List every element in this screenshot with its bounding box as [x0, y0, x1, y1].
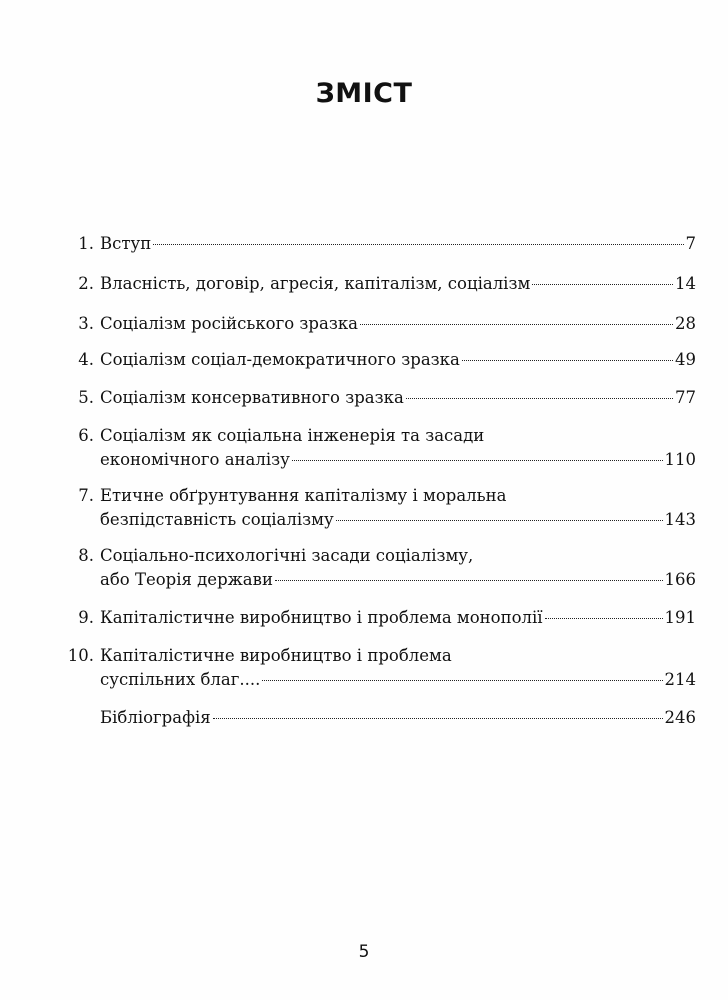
toc-entry-number: 3.: [78, 314, 94, 333]
dot-leader: [532, 284, 673, 285]
toc-line: [62, 568, 696, 592]
toc-entry-number: 4.: [78, 350, 94, 369]
dot-leader: [336, 520, 663, 521]
dot-leader: [275, 580, 663, 581]
toc-entry: [62, 424, 696, 472]
toc-entry: [62, 232, 696, 256]
toc-entry-page: 28: [675, 314, 696, 333]
toc-entry-number: 9.: [78, 608, 94, 627]
toc-line: [62, 484, 696, 508]
toc-line: [62, 544, 696, 568]
toc-line: [62, 348, 696, 372]
toc-entry-page: 14: [675, 274, 696, 293]
toc-entry: [62, 386, 696, 410]
dot-leader: [360, 324, 673, 325]
dot-leader: [153, 244, 683, 245]
toc-line: [62, 272, 696, 296]
toc-entry-page: 143: [664, 510, 696, 529]
toc-entry-title: Вступ: [100, 234, 152, 253]
toc-line: [62, 424, 696, 448]
toc-entry-title: Етичне обґрунтування капіталізму і моральна: [100, 486, 507, 505]
toc-line: [62, 668, 696, 692]
toc-entry-title: Капіталістичне виробництво і проблема: [100, 646, 452, 665]
toc-line: [62, 232, 696, 256]
toc-entry-title: Соціалізм консервативного зразка: [100, 388, 404, 407]
toc-entry: [62, 484, 696, 532]
toc-line: [62, 386, 696, 410]
dot-leader: [406, 398, 673, 399]
toc-entry: [62, 272, 696, 296]
table-of-contents: [62, 232, 696, 730]
dot-leader: [213, 718, 663, 719]
dot-leader: [262, 680, 662, 681]
page-title: ЗМІСТ: [315, 78, 413, 109]
toc-entry-number: 8.: [78, 546, 94, 565]
toc-line: [62, 508, 696, 532]
dot-leader: [545, 618, 663, 619]
toc-line: [62, 606, 696, 630]
toc-entry: [62, 348, 696, 372]
toc-line: [62, 312, 696, 336]
toc-entry-page: 7: [685, 234, 696, 253]
page-number: 5: [358, 942, 370, 962]
toc-line: [62, 644, 696, 668]
toc-entry-title: Бібліографія: [100, 708, 211, 727]
toc-entry-title: Соціалізм соціал-демократичного зразка: [100, 350, 460, 369]
toc-entry-bibliography: [62, 706, 696, 730]
toc-line: [62, 448, 696, 472]
toc-entry: [62, 544, 696, 592]
toc-entry-page: 246: [664, 708, 696, 727]
toc-entry-title: Соціально-психологічні засади соціалізму,: [100, 546, 474, 565]
toc-entry-page: 77: [675, 388, 696, 407]
toc-entry-title-continued: безпідставність соціалізму: [100, 510, 334, 529]
toc-entry-number: 10.: [67, 646, 94, 665]
toc-entry-number: 5.: [78, 388, 94, 407]
toc-entry-number: 1.: [78, 234, 94, 253]
toc-entry-page: 110: [664, 450, 696, 469]
toc-entry: [62, 606, 696, 630]
dot-leader: [462, 360, 673, 361]
toc-entry-number: 7.: [78, 486, 94, 505]
toc-line: [62, 706, 696, 730]
toc-entry-page: 214: [664, 670, 696, 689]
toc-entry-title: Соціалізм російського зразка: [100, 314, 358, 333]
toc-entry-title-continued: або Теорія держави: [100, 570, 273, 589]
toc-entry: [62, 312, 696, 336]
dot-leader: [292, 460, 663, 461]
toc-entry-title: Соціалізм як соціальна інженерія та засади: [100, 426, 485, 445]
toc-entry-title: Власність, договір, агресія, капіталізм, соціалізм: [100, 274, 531, 293]
toc-entry-title: Капіталістичне виробництво і проблема монополії: [100, 608, 543, 627]
toc-entry-number: 2.: [78, 274, 94, 293]
toc-entry-page: 166: [664, 570, 696, 589]
toc-entry-title-continued: суспільних благ....: [100, 670, 261, 689]
toc-entry-page: 49: [675, 350, 696, 369]
toc-entry: [62, 644, 696, 692]
toc-entry-title-continued: економічного аналізу: [100, 450, 290, 469]
toc-entry-page: 191: [664, 608, 696, 627]
toc-entry-number: 6.: [78, 426, 94, 445]
